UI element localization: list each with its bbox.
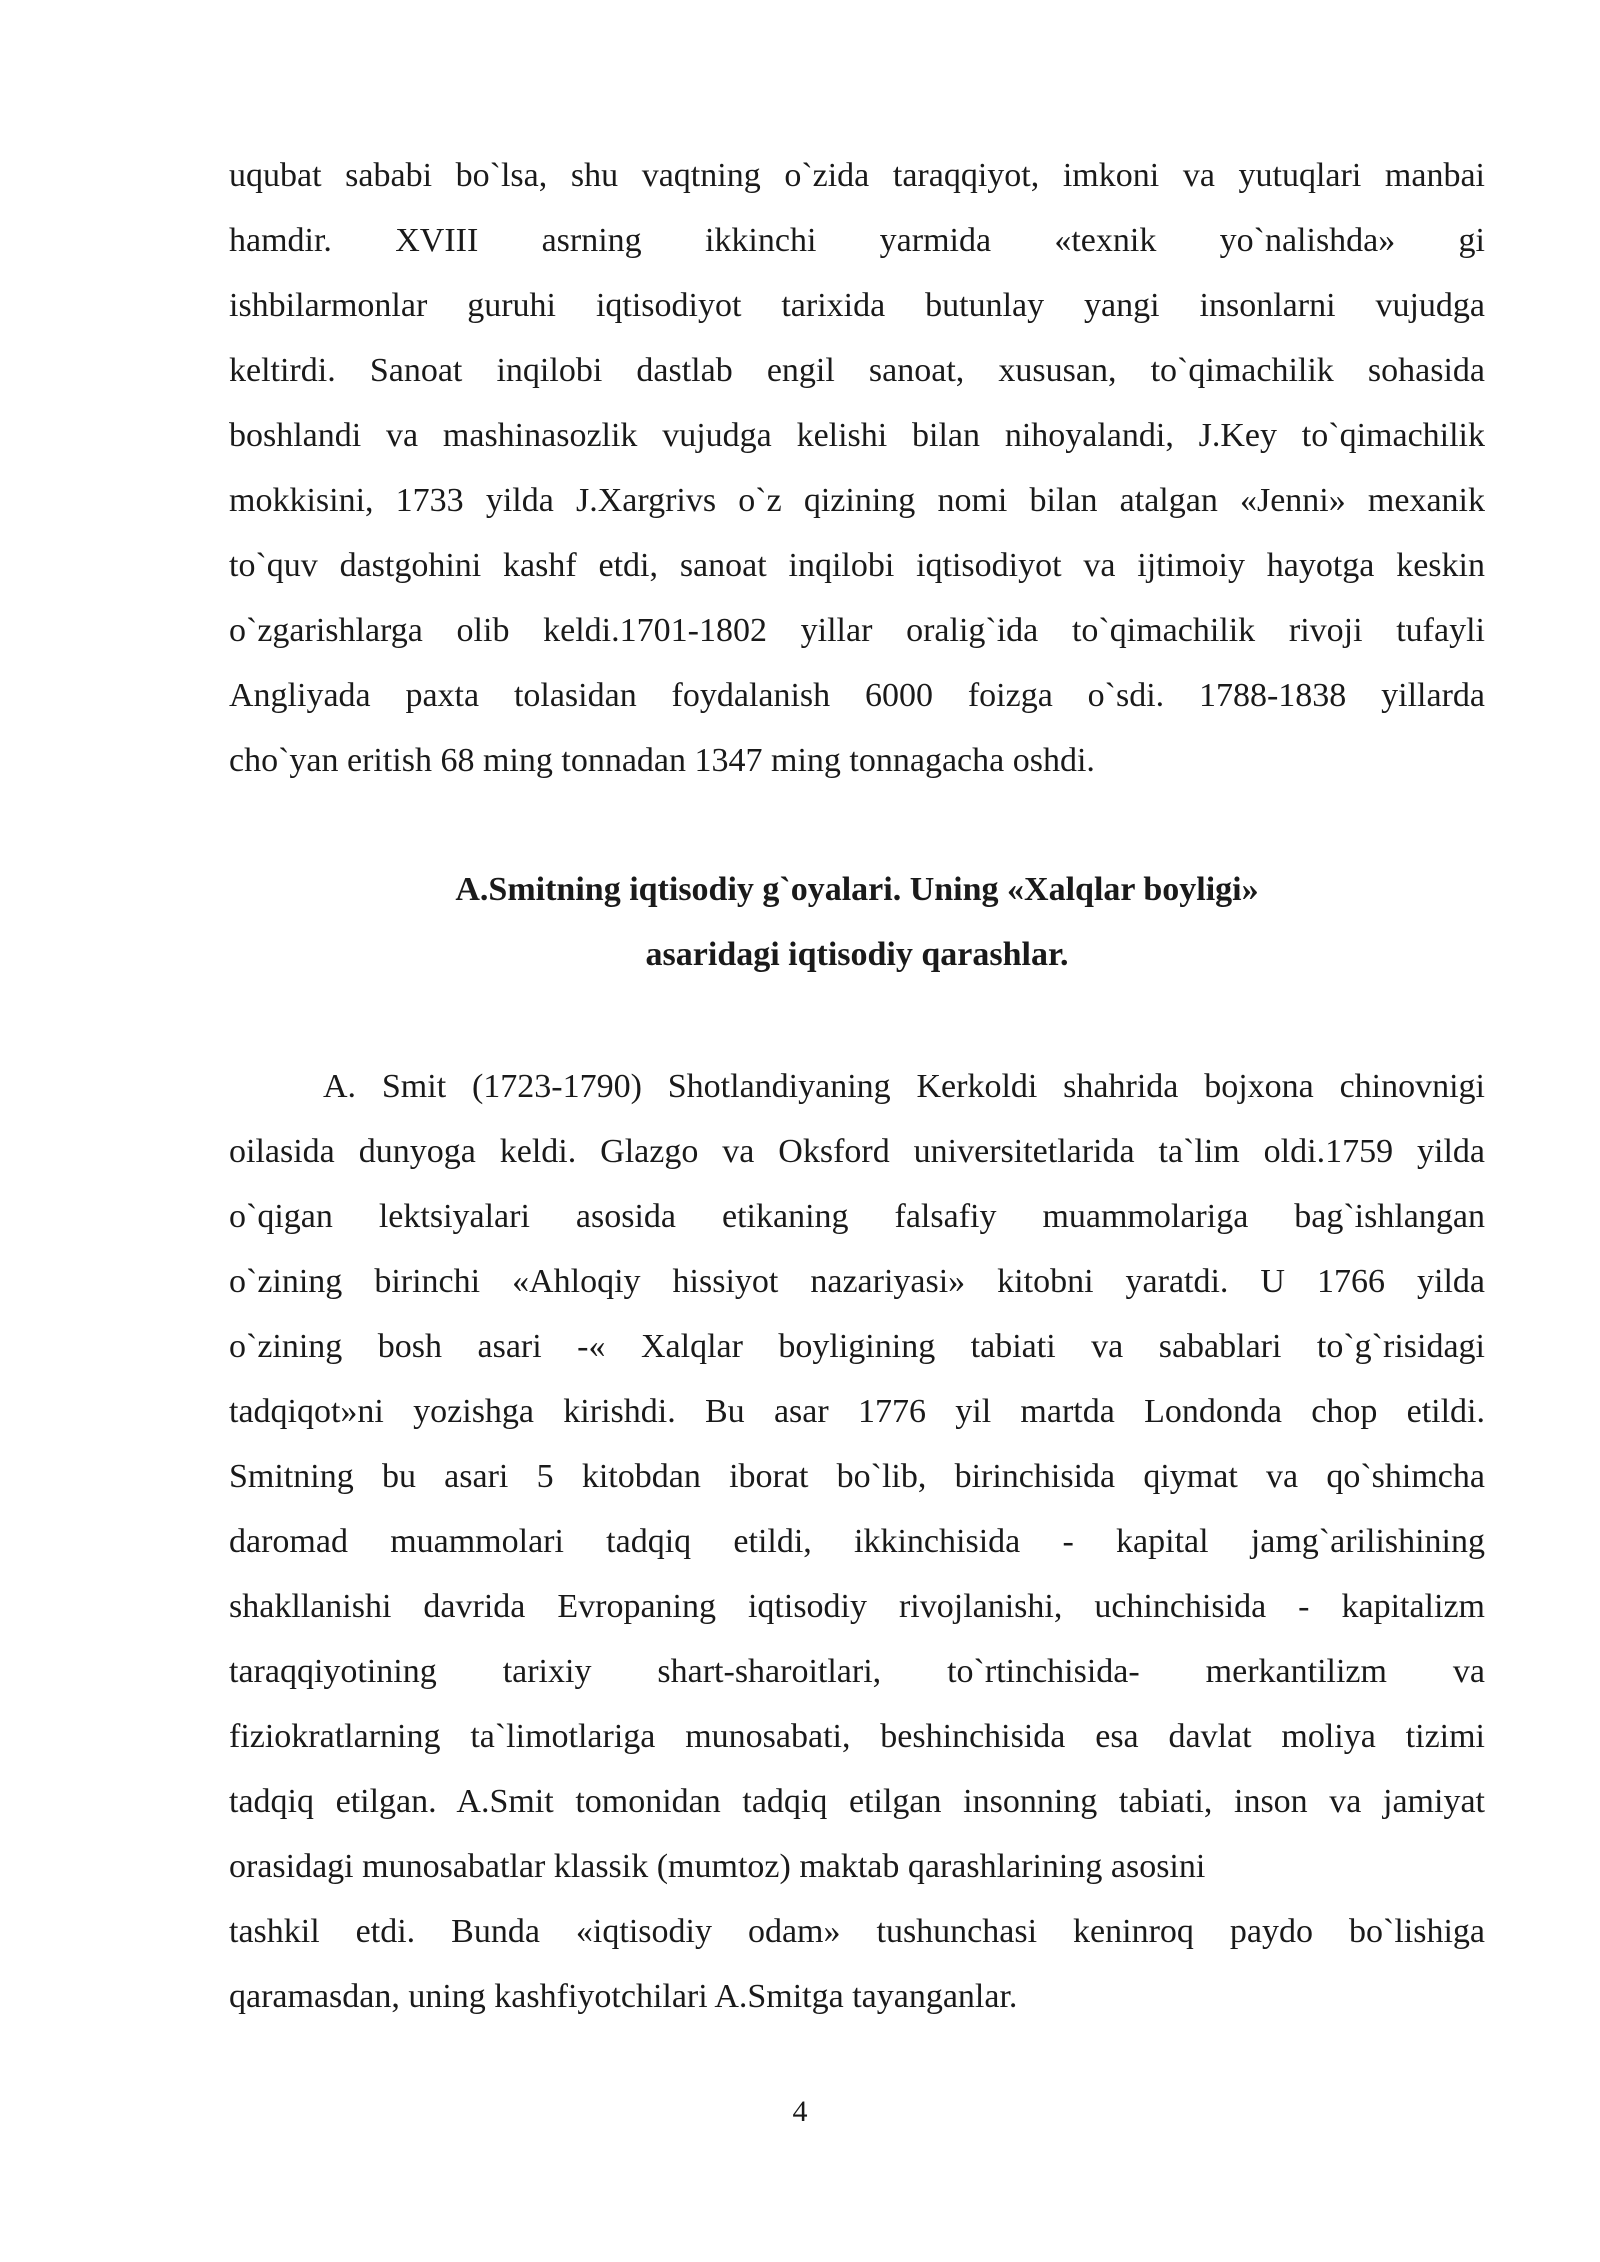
paragraph-line: hamdir. XVIII asrning ikkinchi yarmida «texnik yo`nalishda» gi	[229, 222, 1485, 259]
section-heading-line-2: asaridagi iqtisodiy qarashlar.	[645, 936, 1069, 973]
paragraph-line: Smitning bu asari 5 kitobdan iborat bo`lib, birinchisida qiymat va qo`shimcha	[229, 1458, 1485, 1495]
intro-paragraph	[229, 143, 1485, 793]
section-heading-line-1: A.Smitning iqtisodiy g`oyalari. Uning «Xalqlar boyligi»	[455, 871, 1259, 908]
paragraph-line: taraqqiyotining tarixiy shart-sharoitlari, to`rtinchisida- merkantilizm va	[229, 1653, 1485, 1690]
paragraph-line: oilasida dunyoga keldi. Glazgo va Oksford universitetlarida ta`lim oldi.1759 yilda	[229, 1133, 1485, 1170]
section-heading	[229, 857, 1485, 987]
paragraph-line: tadqiqot»ni yozishga kirishdi. Bu asar 1776 yil martda Londonda chop etildi.	[229, 1393, 1485, 1430]
paragraph-line: uqubat sababi bo`lsa, shu vaqtning o`zida taraqqiyot, imkoni va yutuqlari manbai	[229, 157, 1485, 194]
paragraph-line: tashkil etdi. Bunda «iqtisodiy odam» tushunchasi keninroq paydo bo`lishiga	[229, 1913, 1485, 1950]
paragraph-line: fiziokratlarning ta`limotlariga munosabati, beshinchisida esa davlat moliya tizimi	[229, 1718, 1485, 1755]
paragraph-line: shakllanishi davrida Evropaning iqtisodiy rivojlanishi, uchinchisida - kapitalizm	[229, 1588, 1485, 1625]
page-number: 4	[792, 2095, 808, 2128]
paragraph-line: o`zining bosh asari -« Xalqlar boyligining tabiati va sabablari to`g`risidagi	[229, 1328, 1485, 1365]
paragraph-line: keltirdi. Sanoat inqilobi dastlab engil sanoat, xususan, to`qimachilik sohasida	[229, 352, 1485, 389]
paragraph-line: o`zining birinchi «Ahloqiy hissiyot nazariyasi» kitobni yaratdi. U 1766 yilda	[229, 1263, 1485, 1300]
paragraph-line: qaramasdan, uning kashfiyotchilari A.Smitga tayanganlar.	[229, 1978, 1018, 2015]
paragraph-line: boshlandi va mashinasozlik vujudga kelishi bilan nihoyalandi, J.Key to`qimachilik	[229, 417, 1485, 454]
paragraph-line: mokkisini, 1733 yilda J.Xargrivs o`z qizining nomi bilan atalgan «Jenni» mexanik	[229, 482, 1485, 519]
paragraph-line: orasidagi munosabatlar klassik (mumtoz) maktab qarashlarining asosini	[229, 1848, 1206, 1885]
paragraph-line: Angliyada paxta tolasidan foydalanish 6000 foizga o`sdi. 1788-1838 yillarda	[229, 677, 1485, 714]
paragraph-line: A. Smit (1723-1790) Shotlandiyaning Kerkoldi shahrida bojxona chinovnigi	[323, 1068, 1485, 1105]
paragraph-line: cho`yan eritish 68 ming tonnadan 1347 ming tonnagacha oshdi.	[229, 742, 1095, 779]
paragraph-line: o`zgarishlarga olib keldi.1701-1802 yillar oralig`ida to`qimachilik rivoji tufayli	[229, 612, 1485, 649]
paragraph-line: o`qigan lektsiyalari asosida etikaning falsafiy muammolariga bag`ishlangan	[229, 1198, 1485, 1235]
main-paragraph	[229, 1054, 1485, 2029]
paragraph-line: tadqiq etilgan. A.Smit tomonidan tadqiq etilgan insonning tabiati, inson va jamiyat	[229, 1783, 1485, 1820]
paragraph-line: daromad muammolari tadqiq etildi, ikkinchisida - kapital jamg`arilishining	[229, 1523, 1485, 1560]
paragraph-line: to`quv dastgohini kashf etdi, sanoat inqilobi iqtisodiyot va ijtimoiy hayotga keskin	[229, 547, 1485, 584]
paragraph-line: ishbilarmonlar guruhi iqtisodiyot tarixida butunlay yangi insonlarni vujudga	[229, 287, 1485, 324]
